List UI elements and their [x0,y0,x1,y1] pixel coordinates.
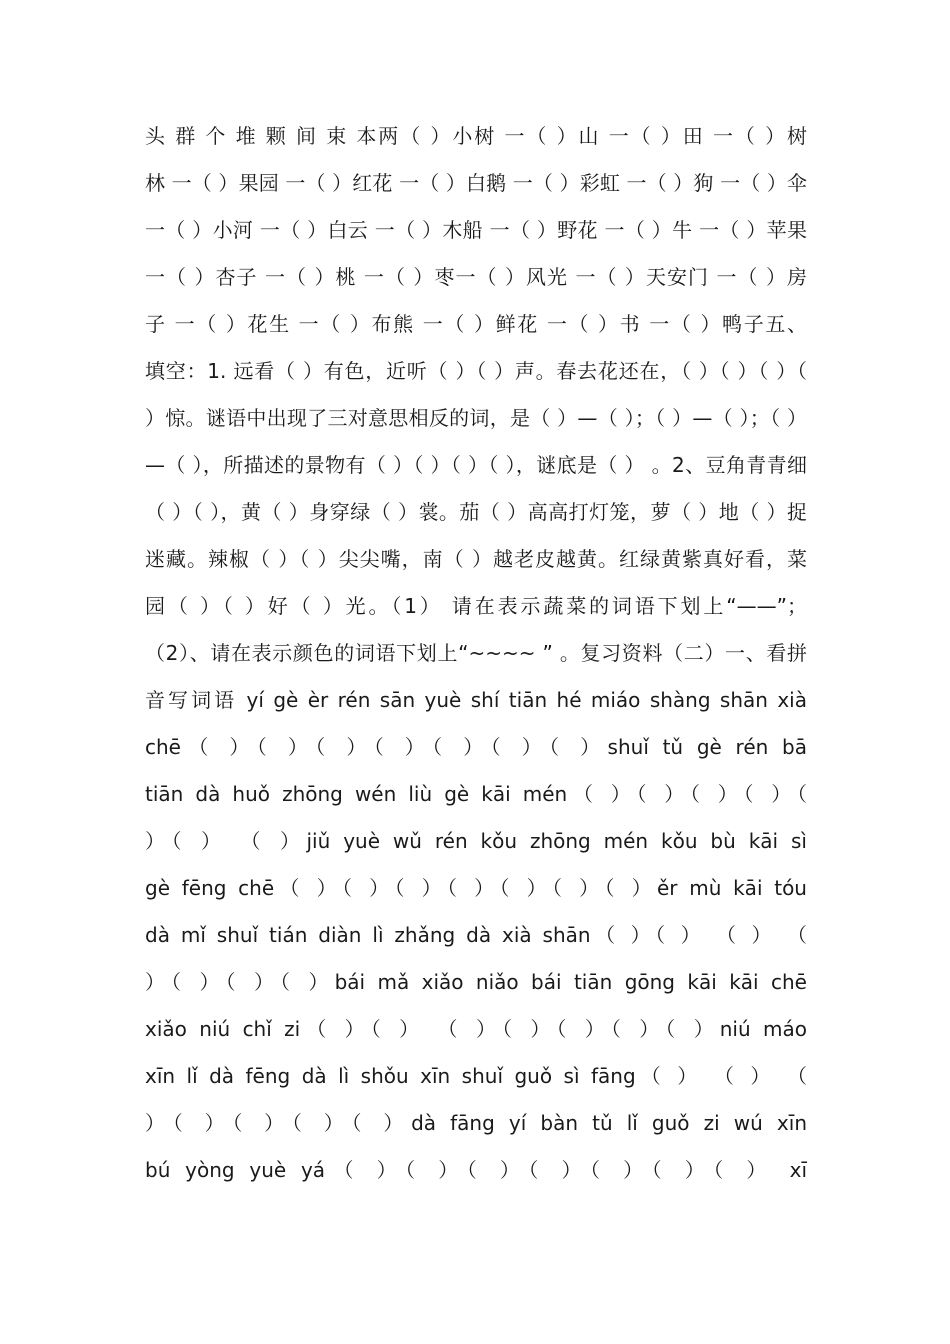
text-line: gè fēng chē（ ）（ ）（ ）（ ）（ ）（ ）（ ）ěr mù kāi tóu [145,876,807,900]
text-line: dà mǐ shuǐ tián diàn lì zhǎng dà xià shān（ ）（ ） （ ） （ [145,923,807,947]
text-line: 一（ ）杏子 一（ ）桃 一（ ）枣一（ ）风光 一（ ）天安门 一（ ）房 [145,265,807,289]
text-line: ）（ ） （ ）jiǔ yuè wǔ rén kǒu zhōng mén kǒu bù kāi sì [145,829,807,853]
text-line: 园（ ）（ ）好（ ）光。（1） 请在表示蔬菜的词语下划上“——”； [145,594,807,618]
worksheet-text [145,113,807,1194]
text-line: —（ ），所描述的景物有（ ）（ ）（ ）（ ），谜底是（ ） 。2、豆角青青细 [145,453,807,477]
text-line: （ ）（ ），黄（ ）身穿绿（ ）裳。茄（ ）高高打灯笼，萝（ ）地（ ）捉 [145,500,807,524]
text-line: tiān dà huǒ zhōng wén liù gè kāi mén（ ）（ ）（ ）（ ）（ [145,782,807,806]
text-line: bú yòng yuè yá（ ）（ ）（ ）（ ）（ ）（ ）（ ） xī [145,1158,807,1182]
text-line: ）（ ）（ ）（ ）（ ）dà fāng yí bàn tǔ lǐ guǒ zi wú xīn [145,1111,807,1135]
text-line: chē（ ）（ ）（ ）（ ）（ ）（ ）（ ）shuǐ tǔ gè rén bā [145,735,807,759]
text-line: ）（ ）（ ）（ ）bái mǎ xiǎo niǎo bái tiān gōng kāi kāi chē [145,970,807,994]
text-line: 填空：1. 远看（ ）有色，近听（ ）（ ）声。春去花还在，（ ）（ ）（ ）（ [145,359,807,383]
text-line: 子 一（ ）花生 一（ ）布熊 一（ ）鲜花 一（ ）书 一（ ）鸭子五、 [145,312,807,336]
text-line: xiǎo niú chǐ zi（ ）（ ） （ ）（ ）（ ）（ ）（ ）niú máo [145,1017,807,1041]
text-line: 音写词语 yí gè èr rén sān yuè shí tiān hé miáo shàng shān xià [145,688,807,712]
text-line: 一（ ）小河 一（ ）白云 一（ ）木船 一（ ）野花 一（ ）牛 一（ ）苹果 [145,218,807,242]
text-line: ）惊。谜语中出现了三对意思相反的词，是（ ）—（ ）；（ ）—（ ）；（ ） [145,406,807,430]
text-line: xīn lǐ dà fēng dà lì shǒu xīn shuǐ guǒ sì fāng（ ） （ ） （ [145,1064,807,1088]
text-line: 迷藏。辣椒（ ）（ ）尖尖嘴，南（ ）越老皮越黄。红绿黄紫真好看，菜 [145,547,807,571]
text-line: 头 群 个 堆 颗 间 束 本两（ ）小树 一（ ）山 一（ ）田 一（ ）树 [145,124,807,148]
text-line: （2）、请在表示颜色的词语下划上“~~~~ ” 。复习资料（二）一、看拼 [145,641,807,665]
text-line: 林 一（ ）果园 一（ ）红花 一（ ）白鹅 一（ ）彩虹 一（ ）狗 一（ ）伞 [145,171,807,195]
